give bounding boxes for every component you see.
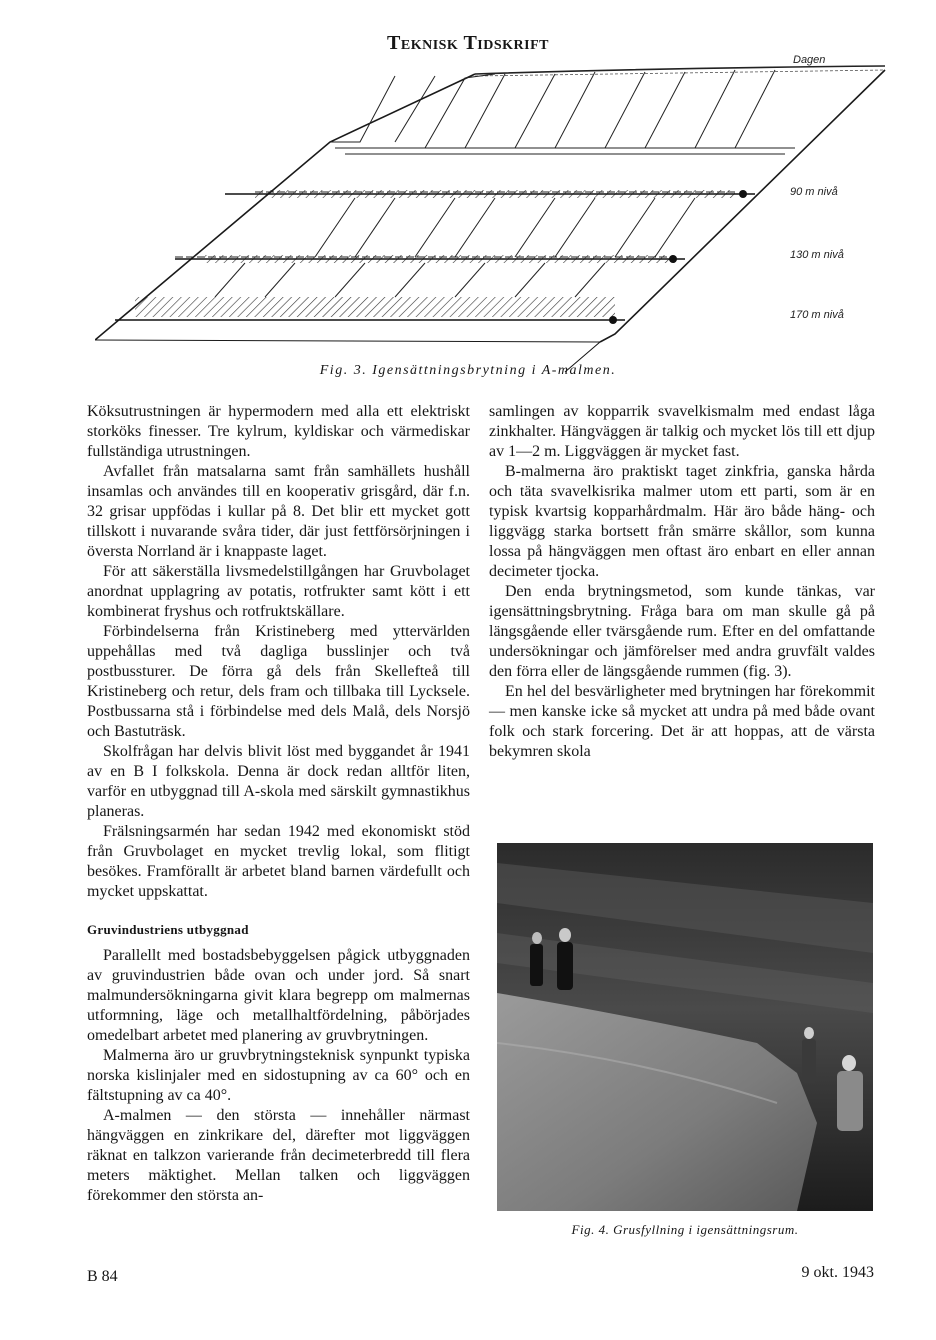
paragraph: Avfallet från matsalarna samt från samhällets hushåll insamlas och användes till en kooperativ grisgård, där f.n. 32 grisar uppfödas i kullar på 8. Det blir ett mycket gott tillskott i nuvarande svåra tider, där just fettförsörjningen i översta Norrland är i knappaste laget. (87, 463, 470, 560)
surface-line (475, 66, 885, 76)
paragraph: Parallellt med bostadsbebyggelsen pågick utbyggnaden av gruvindustrien både ovan och under jord. Så snart malmundersökningarna givit klara begrepp om malmernas utformning, läge och metallhaltfördelning, påbörjades omedelbart arbetet med planering av gruvbrytningen. (87, 947, 470, 1044)
paragraph: B-malmerna äro praktiskt taget zinkfria, ganska hårda och täta svavelkisrika malmer utom ett parti, som är en typisk kvartsig kopparhårdmalm. Här äro både häng- och liggvägg starka bortsett från smärre skållor, som kunna lossa på hängväggen men oftast äro enbart en eller annan decimeter tjocka. (489, 463, 875, 580)
page-number: B 84 (87, 1268, 118, 1285)
lower-stopes (115, 263, 625, 372)
mining-diagram (95, 52, 895, 377)
paragraph: samlingen av kopparrik svavelkismalm med endast låga zinkhalter. Hängväggen är talkig och mycket lös till ett djup av 1—2 m. Liggväggen är mycket fast. (489, 403, 875, 460)
paragraph: Den enda brytningsmetod, som kunde tänkas, var igensättningsbrytning. Fråga bara om man skulle gå på längsgående eller tvärsgående rum. Efter en del omfattande undersökningar och jämförelser med andra gruvfält valdes den förra eller de längsgående rummen (fig. 3). (489, 583, 875, 680)
section-heading: Gruvindustriens utbyggnad (87, 922, 249, 937)
label-level-130: 130 m nivå (790, 249, 844, 261)
paragraph: För att säkerställa livsmedelstillgången har Gruvbolaget anordnat upplagring av potatis, rotfrukter samt kött i ett kombinerat fryshus och rotfruktskällare. (87, 563, 470, 620)
paragraph: Förbindelserna från Kristineberg med yttervärlden uppehållas med två dagliga busslinjer och två postbussturer. De förra gå dels från Skellefteå till Kristineberg och retur, dels fram och tillbaka till Lycksele. Postbussarna stå i förbindelse med dels Malå, dels Norsjö och Bastuträsk. (87, 623, 470, 740)
paragraph: En hel del besvärligheter med brytningen har förekommit — men kanske icke så mycket att undra på med både ovant folk och stark forcering. Det är att hoppas, att de värsta bekymren skola (489, 683, 875, 760)
right-column (489, 402, 875, 762)
label-level-170: 170 m nivå (790, 309, 844, 321)
mine-photo (497, 843, 873, 1211)
paragraph: Köksutrustningen är hypermodern med alla ett elektriskt storköks finesser. Tre kylrum, kyldiskar och värmediskar fullständiga utrustningen. (87, 403, 470, 460)
figure4-caption: Fig. 4. Grusfyllning i igensättningsrum. (571, 1222, 799, 1237)
label-surface: Dagen (793, 54, 826, 66)
paragraph: A-malmen — den största — innehåller närmast hängväggen en zinkrikare del, därefter mot liggväggen räknat en talkzon varierande från decimeterbredd till flera meters mäktighet. Mellan talken och liggväggen förekommer den största an- (87, 1107, 470, 1204)
level-130-gallery (175, 255, 685, 263)
left-column (87, 402, 470, 1206)
paragraph: Malmerna äro ur gruvbrytningsteknisk synpunkt typiska norska kislinjaler med en sidostupning av ca 60° och en fältstupning av ca 40°. (87, 1047, 470, 1104)
level-90-gallery (225, 190, 755, 198)
label-level-90: 90 m nivå (790, 186, 838, 198)
issue-date: 9 okt. 1943 (801, 1264, 874, 1281)
paragraph: Skolfrågan har delvis blivit löst med byggandet år 1941 av en B I folkskola. Denna är dock redan alltför liten, varför en utbyggnad till A-skola med särskilt gymnastikhus planeras. (87, 743, 470, 820)
figure3-caption: Fig. 3. Igensättningsbrytning i A-malmen. (319, 363, 617, 378)
journal-title: Teknisk Tidskrift (387, 32, 549, 54)
paragraph: Frälsningsarmén har sedan 1942 med ekonomiskt stöd från Gruvbolaget en mycket trevlig lokal, som flitigt besökes. Framförallt är arbetet bland barnen värdefullt och mycket uppskattat. (87, 823, 470, 900)
upper-stopes (255, 70, 795, 192)
